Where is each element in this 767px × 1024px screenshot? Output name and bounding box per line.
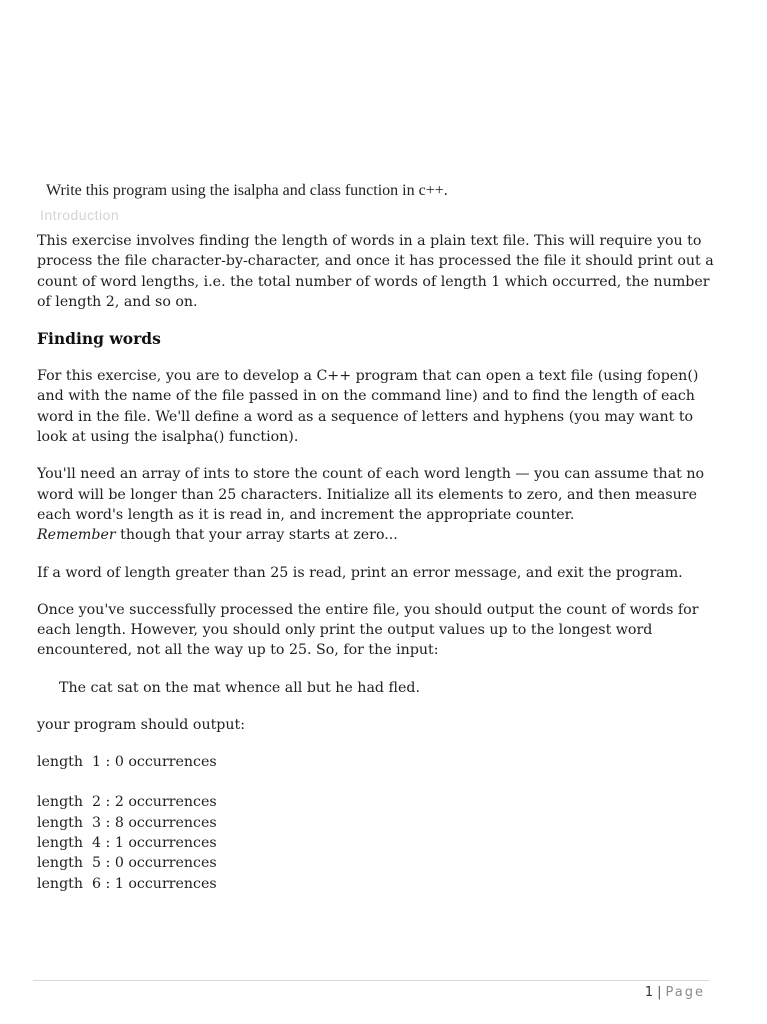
output-line: length 6 : 1 occurrences [37,875,217,892]
page-label: Page [665,985,705,1000]
paragraph-array-tail: though that your array starts at zero... [115,527,398,544]
example-input: The cat sat on the mat whence all but he had fled. [59,679,420,696]
output-line: length 2 : 2 occurrences [37,794,217,811]
paragraph-error: If a word of length greater than 25 is read, print an error message, and exit the program. [37,564,683,581]
paragraph-output: Once you've successfully processed the entire file, you should output the count of words for each length. However, you should only print the output values up to the longest word encountered, not all the way up to 25. So, for the input: [37,601,699,659]
output-line: length 1 : 0 occurrences [37,754,217,771]
paragraph-fopen: For this exercise, you are to develop a C++ program that can open a text file (using fopen() and with the name of the file passed in on the command line) and to find the length of each word in the file. We'll define a word as a sequence of letters and hyphens (you may want to look at using the isalpha() function). [37,368,699,446]
section-heading: Finding words [37,329,161,349]
paragraph-array-emphasis: Remember [37,527,116,544]
paragraph-array-main: You'll need an array of ints to store the count of each word length — you can assume that no word will be longer than 25 characters. Initialize all its elements to zero, and then measure each word's length as it is read in, and increment the appropriate counter. [37,466,705,523]
paragraph-array [37,464,717,545]
page-number: 1 [644,985,654,1000]
document-body [37,231,717,894]
faded-heading: Introduction [40,207,120,223]
intro-paragraph: This exercise involves finding the length of words in a plain text file. This will require you to process the file character-by-character, and once it has processed the file it should print out a count of word lengths, i.e. the total number of words of length 1 which occurred, the number of length 2, and so on. [37,233,714,310]
footer-separator: | [657,985,662,1000]
page-footer [645,985,705,1000]
output-line: length 5 : 0 occurrences [37,855,217,872]
output-listing [37,752,717,894]
output-intro: your program should output: [37,716,245,733]
footer-divider [33,980,710,981]
output-line: length 3 : 8 occurrences [37,814,217,831]
question-prompt: Write this program using the isalpha and class function in c++. [46,182,448,199]
output-line: length 4 : 1 occurrences [37,834,217,851]
